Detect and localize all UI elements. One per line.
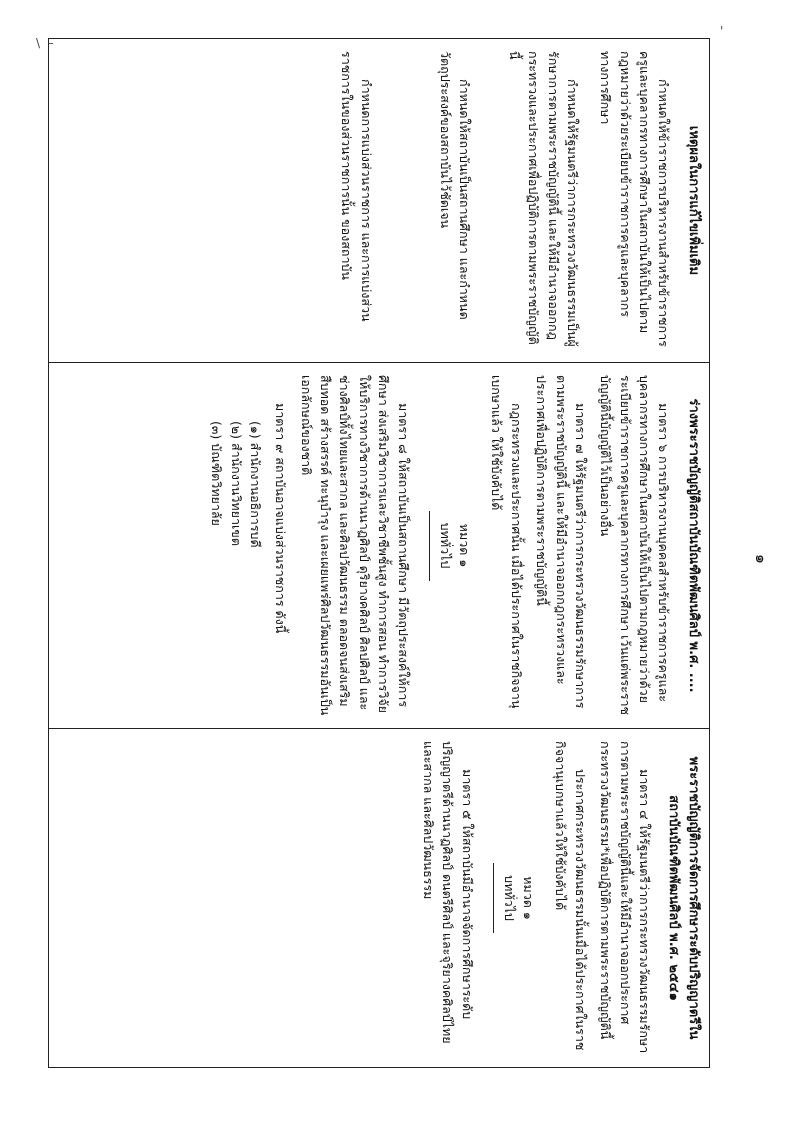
column-reasons xyxy=(48,38,710,362)
paragraph: กำหนดให้รัฐมนตรีว่าการกระทรวงวัฒนธรรมเป็นผู้รักษาการตามพระราชบัญญัตินี้ และให้มีอำนาจออกกฎกระทรวงและประกาศเพื่อปฏิบัติการตามพระราชบัญญัตินี้ xyxy=(506,51,580,347)
scan-mark: ' xyxy=(720,24,724,38)
chapter-number: หมวด ๑ xyxy=(457,523,473,568)
chapter-number: หมวด ๑ xyxy=(521,876,537,920)
chapter-title: บททั่วไป xyxy=(502,875,518,921)
paragraph: กฎกระทรวงและประกาศนั้น เมื่อได้ประกาศในราชกิจจานุเบกษาแล้ว ให้ใช้บังคับได้ xyxy=(489,375,524,709)
divider xyxy=(429,511,430,581)
paragraph: ประกาศกระทรวงวัฒนธรรมนั้นเมื่อได้ประกาศในราชกิจจานุเบกษาแล้วให้ใช้บังคับได้ xyxy=(553,741,588,1051)
page-number: ๑ xyxy=(752,553,771,564)
list-intro: มาตรา ๙ สถาบันอาจแบ่งส่วนราชการ ดังนี้ xyxy=(273,403,289,634)
paragraph: มาตรา ๖ การบริหารงานบุคคลสำหรับข้าราชการครูและบุคลากรทางการศึกษาในสถาบันให้เป็นไปตามกฎหมายว่าด้วยระเบียบข้าราชการครูและบุคลากรทางการศึกษา เว้นแต่พระราชบัญญัตินี้บัญญัติไว้เป็นอย่างอื่น xyxy=(598,375,672,716)
column-header: พระราชบัญญัติการจัดการศึกษาระดับปริญญาตรีในสถาบันบัณฑิตพัฒนศิลป์ พ.ศ. ๒๕๔๑ xyxy=(666,756,701,1040)
paragraph: มาตรา ๔ ให้รัฐมนตรีว่าการกระทรวงวัฒนธรรมรักษาการตามพระราชบัญญัตินี้และให้มีอำนาจออกประกาศกระทรวงวัฒนธรรม*เพื่อปฏิบัติการตามพระราชบัญญัตินี้ xyxy=(598,741,652,1054)
list-item: (๑) สำนักงานอธิการบดี xyxy=(248,421,263,548)
paragraph: กำหนดให้ข้าราชการบริหารงานสำหรับข้าราชการครูและบุคลากรทางการศึกษาในสถาบันให้เป็นไปตามกฎหมายว่าด้วยระเบียบข้าราชการครูและบุคลากรทางการศึกษา xyxy=(598,51,672,347)
paragraph: กำหนดให้สถาบันเป็นสถานศึกษา และกำหนดวัตถุประสงค์ของสถาบันไว้ชัดเจน xyxy=(438,51,473,320)
paragraph: มาตรา ๘ ให้สถาบันเป็นสถานศึกษา มีวัตถุประสงค์ให้การศึกษา ส่งเสริมวิชาการและวิชาชีพชั้นสูง ทำการสอน ทำการวิจัย ให้บริการทางวิชาการด้านนาฏศิลป์ ดุริยางคศิลป์ ศิลปศิลป์ และช่างศิลป์ทั้งไทยและสากล และศิลปวัฒนธรรม ตลอดจนส่งเสริม สืบทอด สร้างสรรค์ ทะนุบำรุง และเผยแพร่ศิลปวัฒนธรรมอันเป็นเอกลักษณ์ของชาติ xyxy=(298,375,411,716)
scan-mark: \ – xyxy=(36,36,54,50)
column-draft-act xyxy=(48,362,710,728)
list-item: (๒) สำนักงานวิทยาเขต xyxy=(228,421,244,546)
paragraph: มาตรา ๕ ให้สถาบันมีอำนาจจัดการศึกษาระดับปริญญาตรีด้านนาฏศิลป์ ดนตรีศิลป์ และจุริยางคศิลป์ไทยและสากล และศิลปวัฒนธรรม xyxy=(420,741,475,1044)
list-item: (๓) บัณฑิตวิทยาลัย xyxy=(209,421,225,526)
divider xyxy=(493,863,494,933)
paragraph: มาตรา ๗ ให้รัฐมนตรีว่าการกระทรวงวัฒนธรรมรักษาการตามพระราชบัญญัตินี้ และให้มีอำนาจออกกฎกระทรวงและประกาศเพื่อปฏิบัติการตามพระราชบัญญัตินี้ xyxy=(534,375,588,709)
column-header: เหตุผลในการแก้ไขเพิ่มเติม xyxy=(686,125,701,276)
chapter-title: บททั่วไป xyxy=(438,522,454,569)
column-header: ร่างพระราชบัญญัติสถาบันบัณฑิตพัฒนศิลป์ พ.ศ. .... xyxy=(686,398,701,693)
paragraph: กำหนดการแบ่งส่วนราชการ และการแบ่งส่วนราชการในของส่วนราชการนั้น ของสถาบัน xyxy=(339,51,374,322)
column-current-act xyxy=(48,728,710,1068)
